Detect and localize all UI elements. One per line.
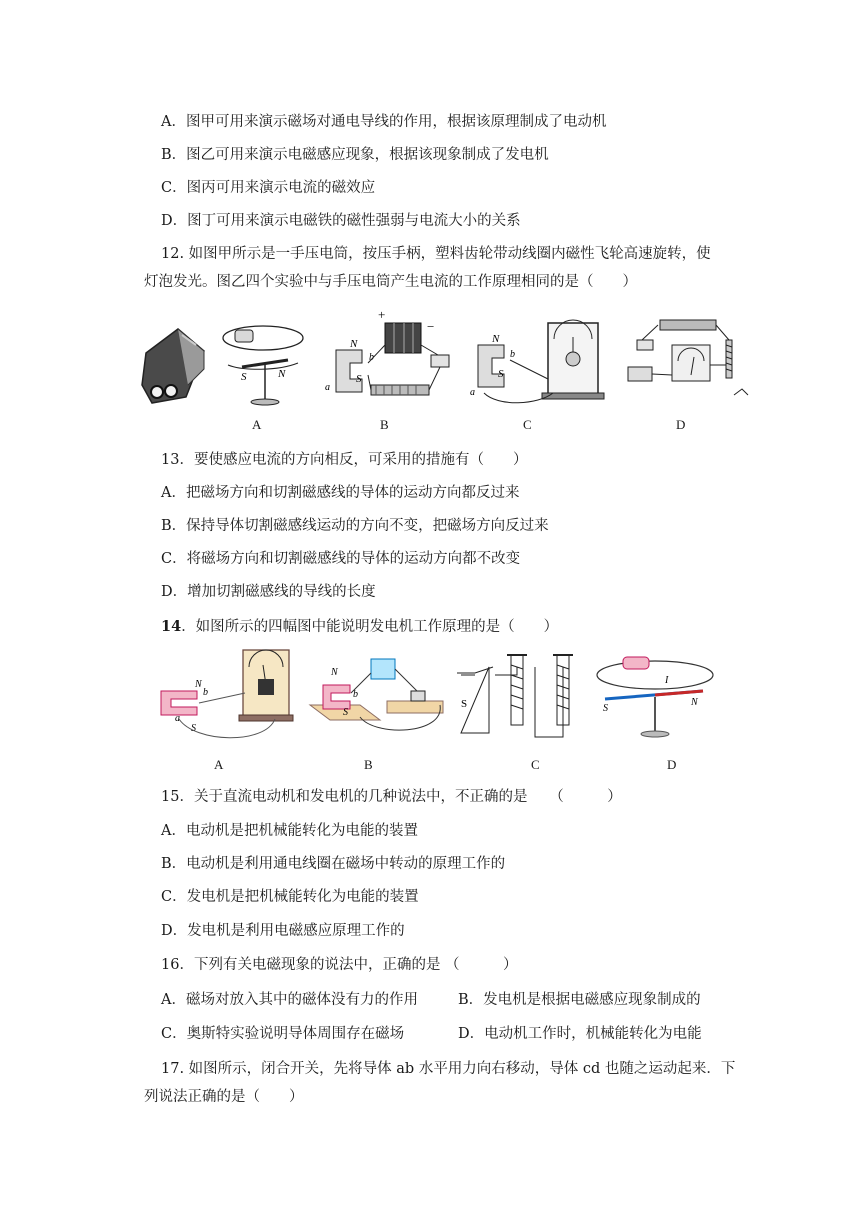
q17-stem-line2: 列说法正确的是（ ） [144, 1089, 304, 1105]
q14-figure [155, 645, 725, 745]
q15-option-a: A．电动机是把机械能转化为电能的装置 [161, 823, 418, 839]
svg-text:S: S [356, 373, 362, 385]
svg-text:S: S [241, 371, 247, 383]
q16-option-b: B．发电机是根据电磁感应现象制成的 [458, 992, 701, 1008]
q12-stem-line1: 12. 如图甲所示是一手压电筒，按压手柄，塑料齿轮带动线圈内磁性飞轮高速旋转，使 [161, 246, 711, 262]
svg-text:b: b [369, 352, 374, 363]
q15-stem: 15．关于直流电动机和发电机的几种说法中，不正确的是 （ ） [161, 789, 622, 805]
q14-caption-d: D [667, 757, 677, 772]
q13-stem: 13．要使感应电流的方向相反，可采用的措施有（ ） [161, 452, 528, 468]
q12-stem-line2: 灯泡发光。图乙四个实验中与手压电筒产生电流的工作原理相同的是（ ） [144, 274, 637, 290]
svg-text:S: S [498, 368, 504, 380]
svg-text:N: N [691, 697, 698, 708]
flashlight-illustration [142, 329, 204, 403]
svg-text:N: N [492, 333, 500, 345]
q14-stem [161, 617, 558, 637]
q17-stem-line1: 17. 如图所示，闭合开关，先将导体 ab 水平用力向右移动，导体 cd 也随之运动起来．下 [161, 1061, 736, 1077]
q14-caption-c: C [531, 757, 540, 772]
svg-text:N: N [278, 368, 286, 380]
q14-number: 14 [161, 618, 182, 635]
q16-stem: 16．下列有关电磁现象的说法中，正确的是 （ ） [161, 957, 518, 973]
q12-fig-d [628, 320, 748, 395]
q12-caption-b: B [380, 417, 389, 432]
q12-fig-c [470, 320, 604, 403]
q12-caption-d: D [676, 417, 686, 432]
q12-caption-c: C [523, 417, 532, 432]
q15-option-d: D．发电机是利用电磁感应原理工作的 [161, 923, 405, 939]
q15-option-c: C．发电机是把机械能转化为电能的装置 [161, 889, 419, 905]
svg-text:−: − [427, 319, 435, 334]
q14-fig-b [310, 659, 443, 730]
q14-fig-a [161, 650, 293, 738]
svg-text:S: S [603, 703, 608, 714]
svg-text:I: I [665, 675, 669, 686]
svg-text:S: S [461, 698, 468, 710]
svg-text:b: b [510, 349, 515, 360]
q11-option-c: C．图丙可用来演示电流的磁效应 [161, 180, 376, 196]
q11-option-d: D．图丁可用来演示电磁铁的磁性强弱与电流大小的关系 [161, 213, 521, 229]
q13-option-a: A．把磁场方向和切割磁感线的导体的运动方向都反过来 [161, 485, 520, 501]
q15-option-b: B．电动机是利用通电线圈在磁场中转动的原理工作的 [161, 856, 506, 872]
q13-option-d: D．增加切割磁感线的导线的长度 [161, 584, 376, 600]
q11-option-a: A．图甲可用来演示磁场对通电导线的作用，根据该原理制成了电动机 [161, 114, 607, 130]
q12-caption-a: A [252, 417, 262, 432]
svg-text:b: b [353, 689, 358, 700]
svg-text:a: a [175, 713, 180, 724]
q14-caption-a: A [214, 757, 224, 772]
q16-option-c: C．奥斯特实验说明导体周围存在磁场 [161, 1026, 405, 1042]
q12-fig-a [223, 326, 303, 405]
svg-text:a: a [470, 387, 475, 398]
q16-option-a: A．磁场对放入其中的磁体没有力的作用 [161, 992, 418, 1008]
svg-text:N: N [331, 667, 338, 678]
svg-text:a: a [325, 382, 330, 393]
q14-stem-text: ．如图所示的四幅图中能说明发电机工作原理的是（ ） [181, 619, 559, 635]
svg-text:N: N [195, 679, 202, 690]
svg-text:+: + [378, 307, 386, 322]
q14-fig-c [457, 655, 573, 737]
q16-option-d: D．电动机工作时，机械能转化为电能 [458, 1026, 702, 1042]
q13-option-c: C．将磁场方向和切割磁感线的导体的运动方向都不改变 [161, 551, 521, 567]
svg-text:b: b [203, 687, 208, 698]
svg-text:N: N [350, 338, 358, 350]
q11-option-b: B．图乙可用来演示电磁感应现象，根据该现象制成了发电机 [161, 147, 549, 163]
q12-fig-b [325, 307, 449, 395]
svg-text:S: S [343, 707, 348, 718]
q12-figure [138, 305, 750, 410]
q14-caption-b: B [364, 757, 373, 772]
svg-text:S: S [191, 723, 196, 734]
q13-option-b: B．保持导体切割磁感线运动的方向不变，把磁场方向反过来 [161, 518, 549, 534]
q14-fig-d [597, 657, 713, 737]
